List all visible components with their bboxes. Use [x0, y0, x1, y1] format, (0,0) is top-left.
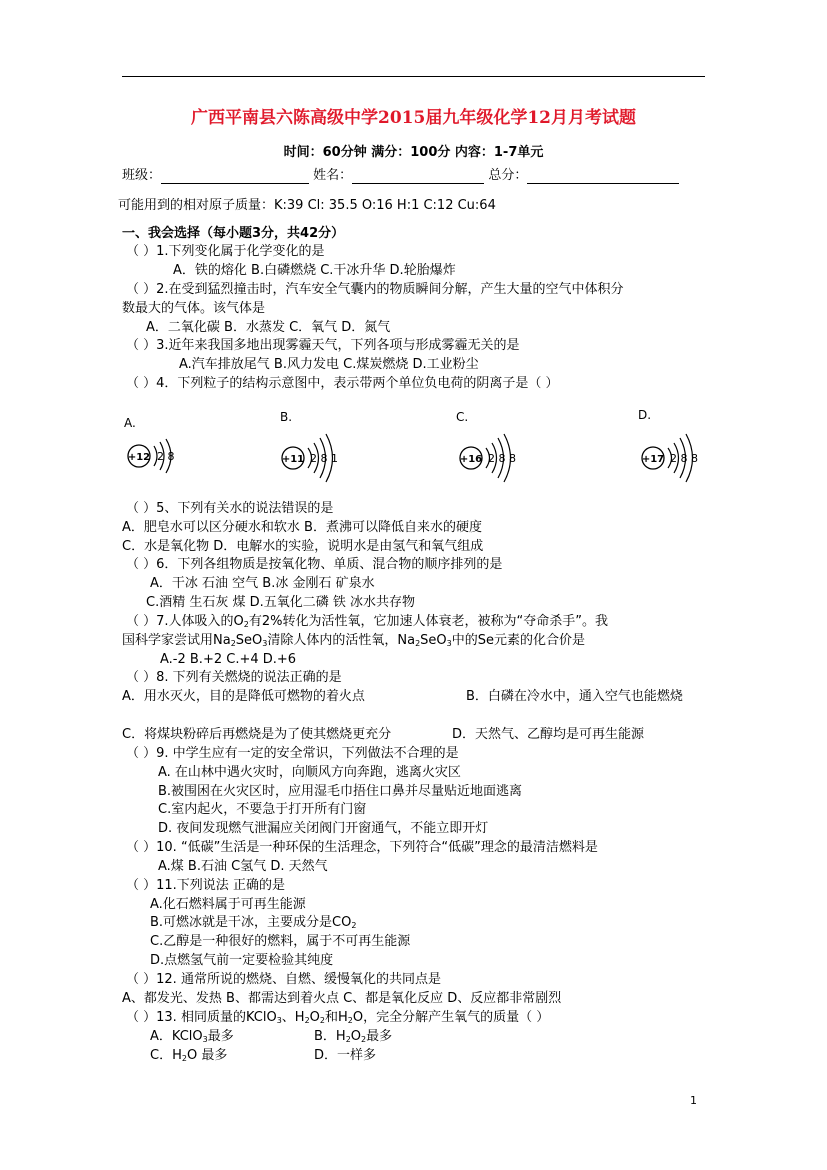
q9-option-d: D. 夜间发现燃气泄漏应关闭阀门开窗通气，不能立即开灯	[158, 821, 489, 836]
q6-options-cd: C.酒精 生石灰 煤 D.五氧化二磷 铁 冰水共存物	[146, 595, 416, 610]
q13-option-b: B．$H_2O_2$最多	[314, 1029, 393, 1044]
q11-option-a: A.化石燃料属于可再生能源	[150, 897, 306, 912]
q9-option-a: A. 在山林中遇火灾时，向顺风方向奔跑，逃离火灾区	[158, 765, 461, 780]
score-label: 总分：	[488, 168, 528, 183]
atom-d-shells: 2 8 8	[670, 452, 698, 465]
atom-c-label: C.	[456, 410, 469, 424]
q8-option-b: B．白磷在冷水中，通入空气也能燃烧	[466, 689, 683, 704]
question-3: （ ）3.近年来我国多地出现雾霾天气，下列各项与形成雾霾无关的是	[126, 338, 520, 353]
atom-a-label: A.	[124, 416, 136, 430]
atom-b-nucleus: +11	[281, 454, 305, 465]
question-2-cont: 数最大的气体。该气体是	[122, 301, 266, 316]
atom-d-label: D.	[638, 408, 652, 422]
q5-options-cd: C．水是氧化物 D．电解水的实验，说明水是由氢气和氧气组成	[122, 539, 484, 554]
q10-options: A.煤 B.石油 C氢气 D. 天然气	[158, 859, 328, 874]
q1-options: A．铁的熔化 B.白磷燃烧 C.干冰升华 D.轮胎爆炸	[173, 263, 456, 278]
atom-diagram-a	[120, 432, 200, 480]
q6-options-ab: A．干冰 石油 空气 B.冰 金刚石 矿泉水	[150, 576, 375, 591]
question-11: （ ）11.下列说法 正确的是	[126, 878, 285, 893]
q7-options: A.-2 B.+2 C.+4 D.+6	[160, 652, 297, 667]
q9-option-b: B.被围困在火灾区时，应用湿毛巾捂住口鼻并尽量贴近地面逃离	[158, 784, 523, 799]
q8-option-a: A．用水灭火，目的是降低可燃物的着火点	[122, 689, 365, 704]
atom-b-shells: 2 8 1	[310, 452, 338, 465]
atom-diagram-c	[456, 426, 546, 486]
q11-option-d: D.点燃氢气前一定要检验其纯度	[150, 953, 334, 968]
q8-option-d: D．天然气、乙醇均是可再生能源	[452, 727, 645, 742]
atom-diagram-b	[278, 426, 368, 486]
q8-option-c: C．将煤块粉碎后再燃烧是为了使其燃烧更充分	[122, 727, 392, 742]
name-label: 姓名：	[313, 168, 353, 183]
question-12: （ ）12. 通常所说的燃烧、自燃、缓慢氧化的共同点是	[126, 972, 441, 987]
name-field[interactable]	[352, 169, 484, 184]
question-8: （ ）8. 下列有关燃烧的说法正确的是	[126, 670, 342, 685]
atom-a-shells: 2 8	[157, 450, 175, 463]
question-4: （ ）4．下列粒子的结构示意图中，表示带两个单位负电荷的阴离子是（ ）	[126, 376, 559, 391]
question-13: （ ）13. 相同质量的KClO$_3$、$H_2O_2$和$H_2O$，完全分解产生氧气的质量（ ）	[126, 1010, 550, 1025]
top-rule	[122, 76, 705, 77]
question-9: （ ）9. 中学生应有一定的安全常识，下列做法不合理的是	[126, 746, 459, 761]
atom-b-label: B.	[280, 410, 293, 424]
q11-option-b: B.可燃冰就是干冰，主要成分是$CO_2$	[150, 915, 357, 930]
atom-c-nucleus: +16	[459, 454, 483, 465]
section-heading: 一、我会选择（每小题3分，共42分）	[122, 226, 345, 241]
atom-a-nucleus: +12	[127, 452, 151, 463]
question-7-cont: 国科学家尝试用$Na_2SeO_3$清除人体内的活性氧，$Na_2SeO_3$中的Se元素的化合价是	[122, 633, 586, 648]
atom-diagram-d	[638, 426, 728, 486]
q2-options: A．二氧化碳 B．水蒸发 C．氧气 D．氮气	[146, 320, 391, 335]
q13-option-c: C．$H_2O$ 最多	[150, 1048, 228, 1063]
score-field[interactable]	[527, 169, 679, 184]
q12-options: A、都发光、发热 B、都需达到着火点 C、都是氧化反应 D、反应都非常剧烈	[122, 991, 562, 1006]
atom-c-shells: 2 8 8	[488, 452, 516, 465]
question-1: （ ）1.下列变化属于化学变化的是	[126, 244, 325, 259]
page-number: 1	[690, 1094, 697, 1107]
question-10: （ ）10. “低碳”生活是一种环保的生活理念，下列符合“低碳”理念的最清洁燃料是	[126, 840, 598, 855]
q9-option-c: C.室内起火，不要急于打开所有门窗	[158, 802, 367, 817]
question-5: （ ）5、下列有关水的说法错误的是	[126, 501, 334, 516]
question-7: （ ）7.人体吸入的$O_2$有2%转化为活性氧，它加速人体衰老，被称为“夺命杀手”。我	[126, 614, 608, 629]
class-field[interactable]	[161, 169, 309, 184]
q3-options: A.汽车排放尾气 B.风力发电 C.煤炭燃烧 D.工业粉尘	[179, 357, 479, 372]
student-fields	[122, 168, 679, 184]
q13-option-d: D．一样多	[314, 1048, 377, 1063]
atom-d-nucleus: +17	[641, 454, 665, 465]
question-6: （ ）6．下列各组物质是按氧化物、单质、混合物的顺序排列的是	[126, 557, 503, 572]
q11-option-c: C.乙醇是一种很好的燃料，属于不可再生能源	[150, 934, 411, 949]
atomic-mass-info: 可能用到的相对原子质量：K:39 Cl: 35.5 O:16 H:1 C:12 Cu:64	[118, 198, 496, 213]
question-2: （ ）2.在受到猛烈撞击时，汽车安全气囊内的物质瞬间分解，产生大量的空气中体积分	[126, 282, 624, 297]
q13-option-a: A．KClO$_3$最多	[150, 1029, 234, 1044]
exam-info: 时间：60分钟 满分：100分 内容：1-7单元	[283, 145, 544, 160]
class-label: 班级：	[122, 168, 162, 183]
page-title: 广西平南县六陈高级中学2015届九年级化学12月月考试题	[191, 108, 636, 128]
q5-options-ab: A．肥皂水可以区分硬水和软水 B．煮沸可以降低自来水的硬度	[122, 520, 482, 535]
